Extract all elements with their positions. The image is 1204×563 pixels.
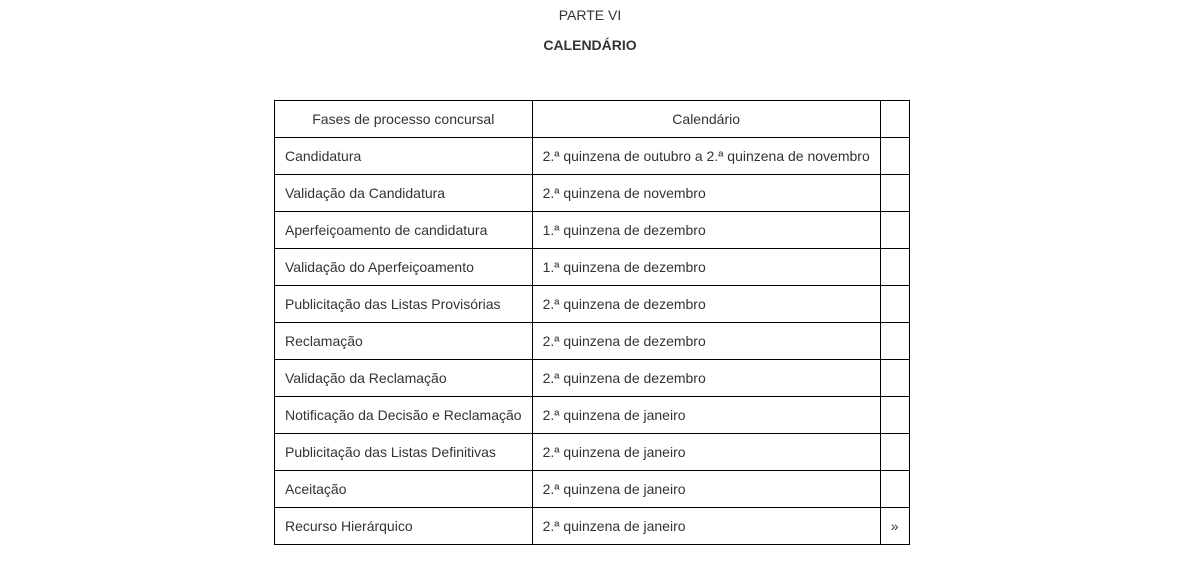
period-cell: 1.ª quinzena de dezembro xyxy=(532,249,880,286)
end-cell xyxy=(880,175,909,212)
end-cell xyxy=(880,397,909,434)
table-row xyxy=(275,212,910,249)
table-row xyxy=(275,471,910,508)
end-cell xyxy=(880,212,909,249)
table-row xyxy=(275,138,910,175)
end-cell xyxy=(880,360,909,397)
period-cell: 2.ª quinzena de janeiro xyxy=(532,471,880,508)
calendar-table xyxy=(274,100,910,545)
header-blank xyxy=(880,101,909,138)
phase-cell: Recurso Hierárquico xyxy=(275,508,533,545)
period-cell: 2.ª quinzena de novembro xyxy=(532,175,880,212)
period-cell: 1.ª quinzena de dezembro xyxy=(532,212,880,249)
table-row xyxy=(275,397,910,434)
header-phases: Fases de processo concursal xyxy=(275,101,533,138)
period-cell: 2.ª quinzena de janeiro xyxy=(532,397,880,434)
phase-cell: Reclamação xyxy=(275,323,533,360)
phase-cell: Publicitação das Listas Definitivas xyxy=(275,434,533,471)
end-cell xyxy=(880,138,909,175)
period-cell: 2.ª quinzena de janeiro xyxy=(532,508,880,545)
table-row xyxy=(275,508,910,545)
part-label: PARTE VI xyxy=(558,7,622,23)
table-row xyxy=(275,286,910,323)
table-row xyxy=(275,175,910,212)
phase-cell: Publicitação das Listas Provisórias xyxy=(275,286,533,323)
table-row xyxy=(275,249,910,286)
end-cell xyxy=(880,249,909,286)
period-cell: 2.ª quinzena de dezembro xyxy=(532,360,880,397)
period-cell: 2.ª quinzena de dezembro xyxy=(532,323,880,360)
end-cell xyxy=(880,323,909,360)
header-calendar: Calendário xyxy=(532,101,880,138)
phase-cell: Validação da Reclamação xyxy=(275,360,533,397)
phase-cell: Aceitação xyxy=(275,471,533,508)
table-row xyxy=(275,360,910,397)
phase-cell: Notificação da Decisão e Reclamação xyxy=(275,397,533,434)
end-mark: » xyxy=(880,508,909,545)
period-cell: 2.ª quinzena de dezembro xyxy=(532,286,880,323)
phase-cell: Aperfeiçoamento de candidatura xyxy=(275,212,533,249)
phase-cell: Validação do Aperfeiçoamento xyxy=(275,249,533,286)
table-row xyxy=(275,323,910,360)
page-title: CALENDÁRIO xyxy=(543,37,637,53)
end-cell xyxy=(880,471,909,508)
phase-cell: Candidatura xyxy=(275,138,533,175)
end-cell xyxy=(880,434,909,471)
end-cell xyxy=(880,286,909,323)
table-header-row xyxy=(275,101,910,138)
period-cell: 2.ª quinzena de janeiro xyxy=(532,434,880,471)
period-cell: 2.ª quinzena de outubro a 2.ª quinzena de novembro xyxy=(532,138,880,175)
table-row xyxy=(275,434,910,471)
phase-cell: Validação da Candidatura xyxy=(275,175,533,212)
